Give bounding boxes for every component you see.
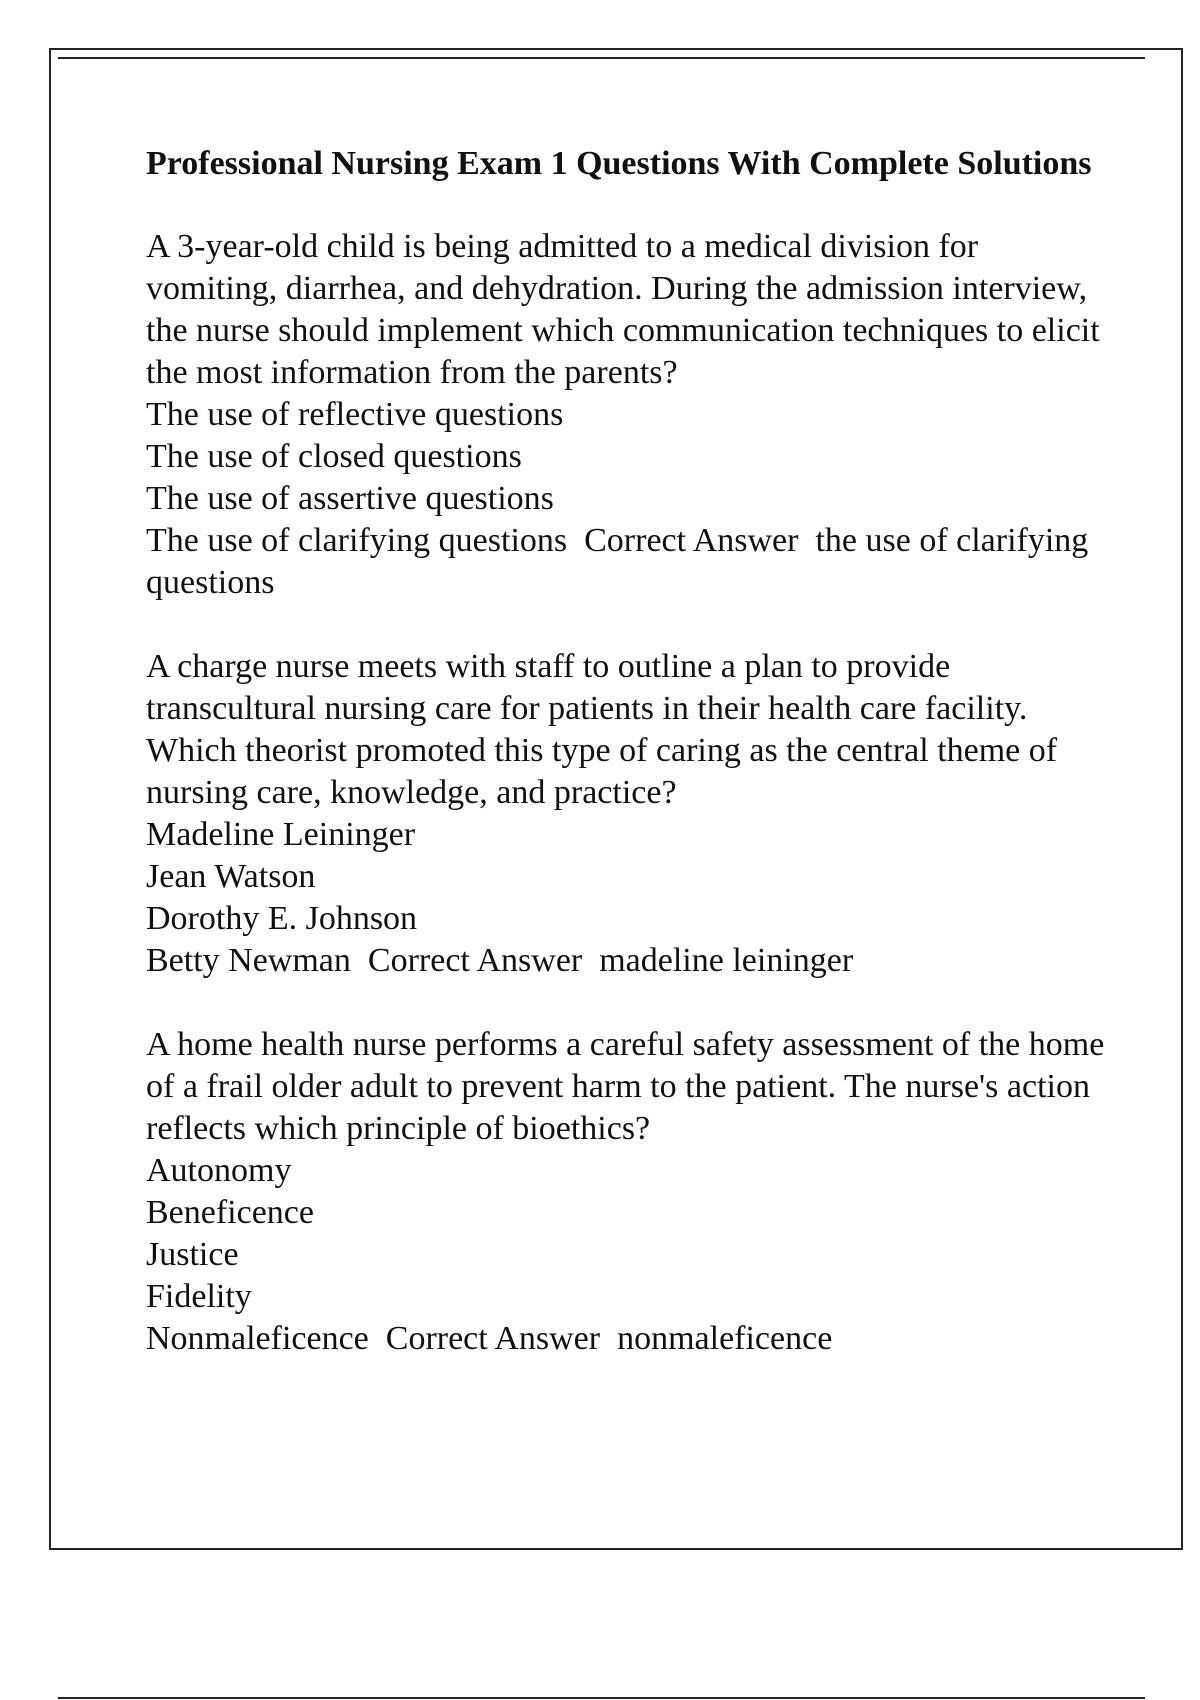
answer-option: The use of assertive questions xyxy=(146,480,554,517)
last-option-with-answer xyxy=(146,520,1106,604)
answer-option: The use of closed questions xyxy=(146,438,522,475)
answer-option: Betty Newman xyxy=(146,942,351,979)
question-block xyxy=(146,226,1109,604)
correct-answer-label: Correct Answer xyxy=(584,522,799,559)
correct-answer: nonmaleficence xyxy=(617,1320,833,1357)
answer-option: Nonmaleficence xyxy=(146,1320,369,1357)
answer-option: Madeline Leininger xyxy=(146,816,416,853)
question-stem: A charge nurse meets with staff to outline a plan to provide transcultural nursing care for patients in their health care facility. Which theorist promoted this type of caring as the central theme of nursing care, knowledge, and practice? xyxy=(146,648,1066,811)
footer-rule xyxy=(58,1697,1145,1699)
question-stem: A home health nurse performs a careful safety assessment of the home of a frail older adult to prevent harm to the patient. The nurse's action reflects which principle of bioethics? xyxy=(146,1026,1113,1147)
answer-option: Dorothy E. Johnson xyxy=(146,900,418,937)
answer-option: Justice xyxy=(146,1236,239,1273)
header-rule xyxy=(58,57,1145,59)
answer-option: The use of clarifying questions xyxy=(146,522,568,559)
answer-option: Beneficence xyxy=(146,1194,314,1231)
answer-option: The use of reflective questions xyxy=(146,396,564,433)
last-option-with-answer xyxy=(146,1318,1106,1360)
question-stem: A 3-year-old child is being admitted to a medical division for vomiting, diarrhea, and dehydration. During the admission interview, the nurse should implement which communication techniques to elicit the most information from the parents? xyxy=(146,228,1109,391)
document-title: Professional Nursing Exam 1 Questions With Complete Solutions xyxy=(146,145,1092,182)
question-block xyxy=(146,1024,1113,1360)
correct-answer-label: Correct Answer xyxy=(385,1320,601,1357)
answer-option: Fidelity xyxy=(146,1278,252,1315)
correct-answer: the use of clarifying questions xyxy=(146,522,1097,601)
last-option-with-answer xyxy=(146,940,1106,982)
answer-option: Jean Watson xyxy=(146,858,316,895)
correct-answer: madeline leininger xyxy=(599,942,854,979)
document-body xyxy=(146,143,1113,1402)
question-block xyxy=(146,646,1106,982)
answer-option: Autonomy xyxy=(146,1152,292,1189)
correct-answer-label: Correct Answer xyxy=(367,942,583,979)
